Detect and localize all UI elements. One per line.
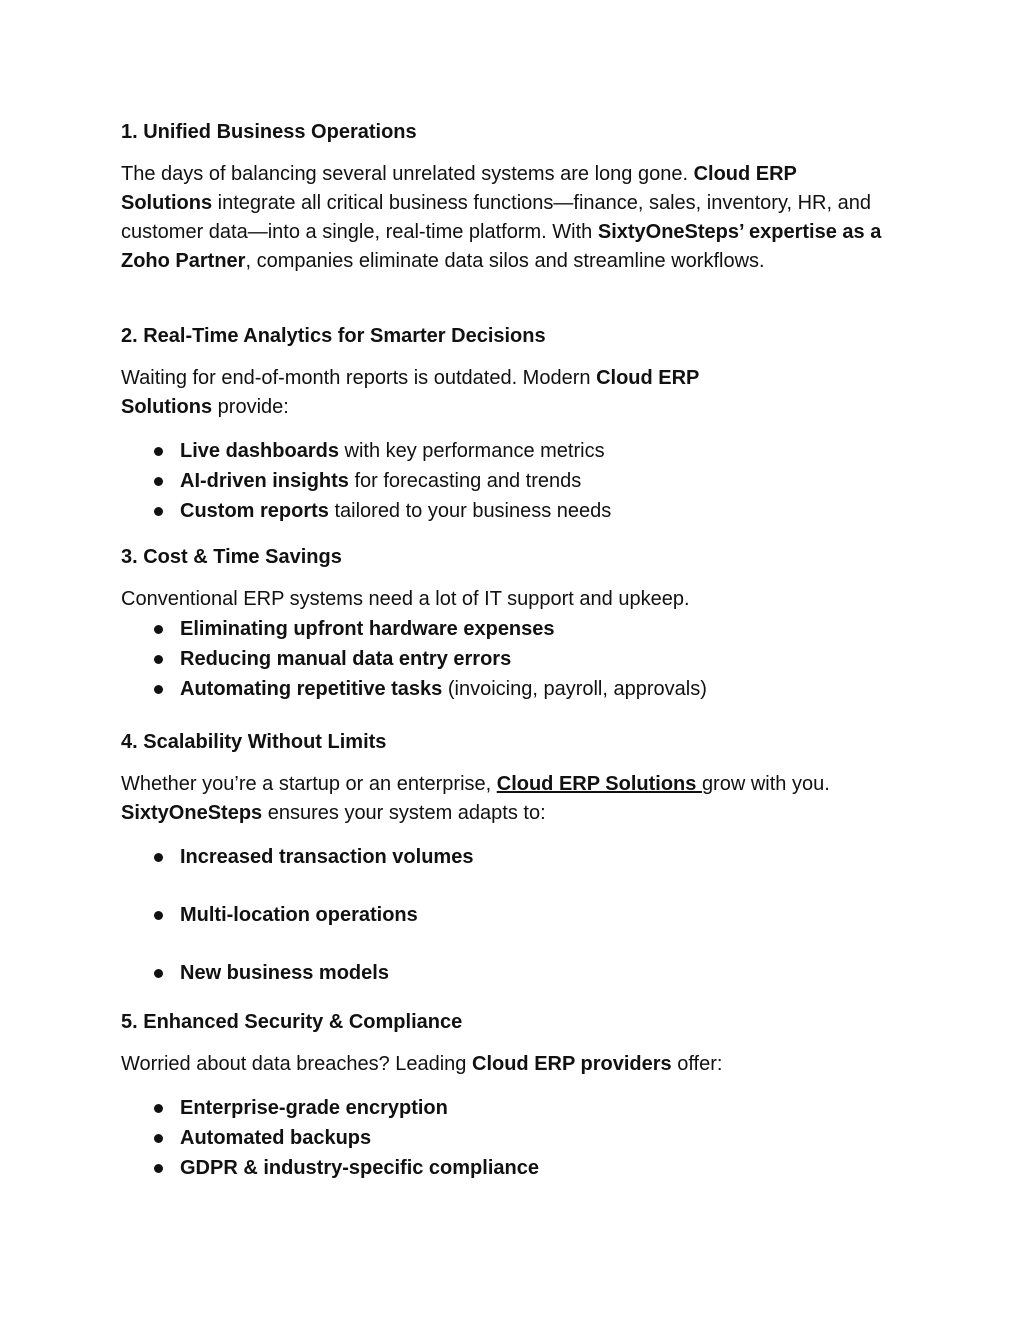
- text-run-bold: Automated backups: [180, 1127, 372, 1149]
- text-run: grow with you.: [701, 773, 830, 795]
- text-run: tailored to your business needs: [328, 500, 612, 522]
- bullet-icon: [154, 1134, 163, 1143]
- text-run-bold: Cloud ERP Solutions: [121, 163, 797, 214]
- text-run-bold: Live dashboards: [180, 440, 339, 462]
- list-item: [121, 466, 891, 496]
- bullet-icon: [154, 625, 163, 634]
- section-paragraph: [121, 160, 891, 276]
- list-item: [121, 496, 891, 526]
- text-run-bold: SixtyOneSteps: [121, 802, 263, 824]
- text-run: offer:: [671, 1053, 723, 1075]
- bullet-icon: [154, 1104, 163, 1113]
- text-run: , companies eliminate data silos and streamline workflows.: [245, 250, 765, 272]
- list-item: [121, 1123, 891, 1153]
- section-paragraph: [121, 770, 851, 828]
- bullet-icon: [154, 911, 163, 920]
- text-run-bold: New business models: [180, 962, 389, 984]
- section-paragraph: [121, 364, 761, 422]
- list-item: [121, 842, 891, 872]
- section-unified-operations: [121, 118, 891, 276]
- text-run: provide:: [212, 396, 289, 418]
- bullet-icon: [154, 477, 163, 486]
- section-heading: 2. Real-Time Analytics for Smarter Decisions: [121, 325, 546, 347]
- section-heading: 1. Unified Business Operations: [121, 121, 417, 143]
- text-run: Conventional ERP systems need a lot of IT support and upkeep.: [121, 588, 690, 610]
- text-run-bold: Custom reports: [180, 500, 329, 522]
- section-heading: 3. Cost & Time Savings: [121, 546, 342, 568]
- text-run-bold: Cloud ERP Solutions: [121, 367, 700, 418]
- section-real-time-analytics: [121, 322, 891, 526]
- text-run: (invoicing, payroll, approvals): [442, 678, 707, 700]
- section-heading: 4. Scalability Without Limits: [121, 731, 387, 753]
- bullet-icon: [154, 1164, 163, 1173]
- text-run-bold: SixtyOneSteps’ expertise as a Zoho Partner: [121, 221, 882, 272]
- section-paragraph: [121, 1050, 891, 1079]
- bullet-icon: [154, 853, 163, 862]
- section-paragraph: [121, 585, 891, 614]
- list-item: [121, 674, 891, 704]
- text-run: with key performance metrics: [338, 440, 605, 462]
- text-run: for forecasting and trends: [348, 470, 582, 492]
- text-run: Waiting for end-of-month reports is outdated. Modern: [121, 367, 597, 389]
- bullet-icon: [154, 685, 163, 694]
- list-item: [121, 1153, 891, 1183]
- text-run-bold: AI-driven insights: [180, 470, 349, 492]
- text-run-bold: Enterprise-grade encryption: [180, 1097, 448, 1119]
- list-item: [121, 1093, 891, 1123]
- text-run-bold: GDPR & industry-specific compliance: [180, 1157, 539, 1179]
- list-item: [121, 436, 891, 466]
- bullet-icon: [154, 507, 163, 516]
- bullet-list: [121, 436, 891, 526]
- text-run-bold: Increased transaction volumes: [180, 846, 474, 868]
- bullet-icon: [154, 969, 163, 978]
- list-item: [121, 958, 891, 988]
- bullet-list: [121, 842, 891, 988]
- text-run-bold: Multi-location operations: [180, 904, 418, 926]
- list-item: [121, 900, 891, 930]
- text-run: Worried about data breaches? Leading: [121, 1053, 472, 1075]
- text-run: Whether you’re a startup or an enterprise,: [121, 773, 497, 795]
- bullet-list: [121, 1093, 891, 1183]
- text-run: integrate all critical business functions—finance, sales, inventory, HR, and customer data—into a single, real-time platform. With: [121, 192, 871, 243]
- section-scalability: [121, 728, 891, 988]
- bullet-icon: [154, 655, 163, 664]
- section-cost-time-savings: [121, 543, 891, 704]
- list-item: [121, 614, 891, 644]
- text-run-bold: Reducing manual data entry errors: [180, 648, 512, 670]
- bullet-list: [121, 614, 891, 704]
- section-security-compliance: [121, 1008, 891, 1183]
- list-item: [121, 644, 891, 674]
- text-run-bold: Cloud ERP providers: [472, 1053, 672, 1075]
- text-run-bold: Eliminating upfront hardware expenses: [180, 618, 555, 640]
- section-heading: 5. Enhanced Security & Compliance: [121, 1011, 463, 1033]
- text-run: The days of balancing several unrelated systems are long gone.: [121, 163, 694, 185]
- text-run-bold: Automating repetitive tasks: [180, 678, 443, 700]
- text-run: ensures your system adapts to:: [262, 802, 546, 824]
- cloud-erp-solutions-link[interactable]: Cloud ERP Solutions: [496, 773, 702, 795]
- bullet-icon: [154, 447, 163, 456]
